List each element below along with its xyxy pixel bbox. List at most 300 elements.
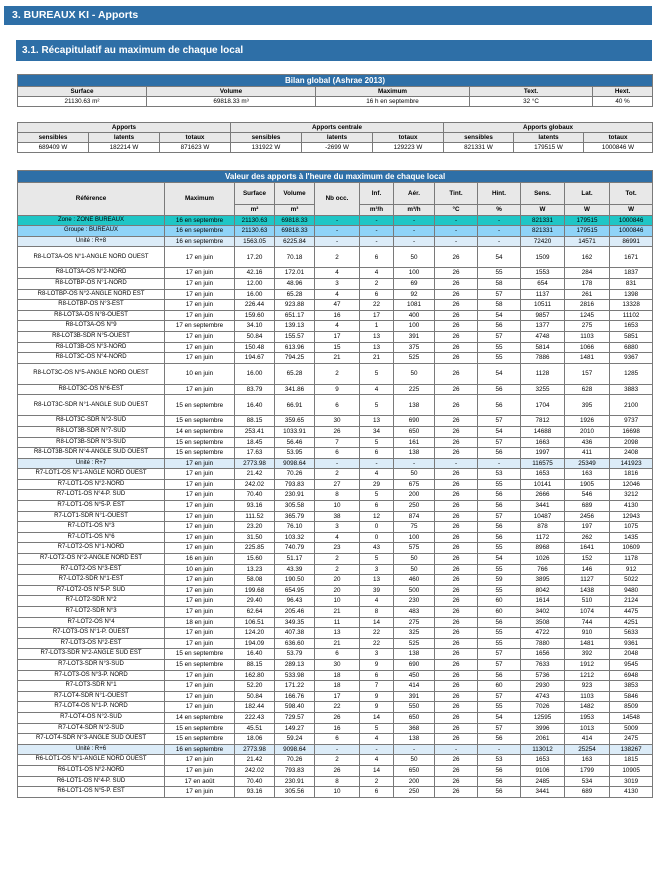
row-cell: 17 en juin (165, 532, 235, 543)
row-cell: 15 en septembre (165, 437, 235, 448)
row-cell: 16 en juin (165, 554, 235, 565)
row-cell: 613.96 (275, 342, 315, 353)
row-cell: 17 en juin (165, 607, 235, 618)
row-cell: 26 (435, 247, 478, 268)
table-row (18, 268, 653, 279)
row-cell: 59.24 (275, 734, 315, 745)
row-cell: 26 (435, 776, 478, 787)
row-cell: 17 en juin (165, 501, 235, 512)
row-cell: 54 (478, 247, 521, 268)
bilan-value-surface: 21130.63 m² (18, 97, 147, 107)
row-cell: 14 (360, 765, 394, 776)
row-cell: 166.76 (275, 691, 315, 702)
row-cell: 155.57 (275, 331, 315, 342)
row-cell: 18 (315, 670, 360, 681)
row-reference: R6-LOT1-OS N°2-NORD (18, 765, 165, 776)
row-cell: 13 (360, 331, 394, 342)
row-cell: 2408 (610, 448, 653, 459)
row-cell: 3853 (610, 681, 653, 692)
row-cell: 22 (360, 300, 394, 311)
row-cell: 2010 (565, 426, 610, 437)
row-cell: 21130.63 (235, 226, 275, 237)
row-cell: 66.91 (275, 395, 315, 416)
row-cell: 16 (315, 310, 360, 321)
row-cell: 1653 (610, 321, 653, 332)
row-cell: 17 en septembre (165, 321, 235, 332)
row-cell: 1553 (521, 268, 565, 279)
row-reference: R7-LOT1-OS N°3 (18, 522, 165, 533)
row-cell: 1704 (521, 395, 565, 416)
row-cell: 222.43 (235, 712, 275, 723)
row-cell: 194.09 (235, 638, 275, 649)
row-cell: 60 (478, 607, 521, 618)
row-cell: - (394, 215, 435, 226)
unit-tint: °C (435, 205, 478, 216)
row-cell: 7026 (521, 702, 565, 713)
row-cell: 11 (315, 617, 360, 628)
row-cell: 39 (360, 585, 394, 596)
row-cell: 15 (315, 342, 360, 353)
row-cell: 2475 (610, 734, 653, 745)
row-cell: 50.84 (235, 331, 275, 342)
row-cell: 275 (394, 617, 435, 628)
table-row (18, 585, 653, 596)
row-cell: 11102 (610, 310, 653, 321)
row-cell: 182.44 (235, 702, 275, 713)
row-cell: 20 (315, 585, 360, 596)
row-cell: 57 (478, 331, 521, 342)
row-cell: 29 (360, 479, 394, 490)
row-cell: 146 (565, 564, 610, 575)
row-cell: 1997 (521, 448, 565, 459)
apports-value: 182214 W (89, 143, 160, 153)
row-cell: 10487 (521, 511, 565, 522)
row-cell: 72420 (521, 236, 565, 247)
row-cell: 3441 (521, 787, 565, 798)
row-cell: 26 (435, 554, 478, 565)
row-cell: 510 (565, 596, 610, 607)
table-row (18, 723, 653, 734)
table-row (18, 744, 653, 755)
row-reference: R7-LOT4-OS N°2-SUD (18, 712, 165, 723)
apports-value: 131922 W (231, 143, 302, 153)
row-cell: 3019 (610, 776, 653, 787)
apports-group-header: Apports (18, 123, 231, 133)
row-cell: 2456 (565, 511, 610, 522)
row-cell: 1435 (610, 532, 653, 543)
row-cell: 391 (394, 691, 435, 702)
row-cell: 26 (435, 353, 478, 364)
row-cell: 17 en juin (165, 681, 235, 692)
row-cell: 69818.33 (275, 215, 315, 226)
row-cell: 23 (315, 543, 360, 554)
row-cell: 51.17 (275, 554, 315, 565)
row-cell: 6 (360, 501, 394, 512)
row-cell: 70.40 (235, 490, 275, 501)
row-cell: 152 (565, 554, 610, 565)
row-cell: 275 (565, 321, 610, 332)
bilan-title: Bilan global (Ashrae 2013) (18, 75, 653, 87)
row-cell: 436 (565, 437, 610, 448)
row-cell: 56 (478, 448, 521, 459)
row-cell: 26 (435, 416, 478, 427)
row-cell: 47 (315, 300, 360, 311)
row-cell: 1033.91 (275, 426, 315, 437)
row-cell: 10141 (521, 479, 565, 490)
row-cell: 4743 (521, 691, 565, 702)
row-cell: 651.17 (275, 310, 315, 321)
row-cell: 17 en juin (165, 479, 235, 490)
row-cell: 9 (360, 659, 394, 670)
row-cell: 76.10 (275, 522, 315, 533)
row-cell: 26 (435, 469, 478, 480)
row-cell: 4475 (610, 607, 653, 618)
row-cell: 162 (565, 247, 610, 268)
row-cell: 1127 (565, 575, 610, 586)
row-cell: 17 (315, 331, 360, 342)
row-cell: 50 (394, 755, 435, 766)
row-cell: 27 (315, 479, 360, 490)
row-cell: 1905 (565, 479, 610, 490)
row-cell: 14 en septembre (165, 426, 235, 437)
row-cell: 16698 (610, 426, 653, 437)
row-cell: - (315, 458, 360, 469)
row-cell: 15.60 (235, 554, 275, 565)
row-cell: 26 (435, 564, 478, 575)
row-cell: 250 (394, 787, 435, 798)
apports-summary-table (17, 122, 653, 153)
row-cell: 15 en septembre (165, 416, 235, 427)
table-row (18, 331, 653, 342)
row-cell: - (478, 215, 521, 226)
row-cell: 25254 (565, 744, 610, 755)
row-cell: 100 (394, 268, 435, 279)
row-cell: 21130.63 (235, 215, 275, 226)
row-cell: 43.39 (275, 564, 315, 575)
row-reference: Unité : R+7 (18, 458, 165, 469)
row-cell: 10 (315, 501, 360, 512)
row-cell: 13.23 (235, 564, 275, 575)
row-reference: R7-LOT2-OS N°3-EST (18, 564, 165, 575)
table-row (18, 342, 653, 353)
row-cell: 17 en juin (165, 765, 235, 776)
row-cell: 6 (360, 670, 394, 681)
row-cell: 6880 (610, 342, 653, 353)
row-cell: 230.91 (275, 490, 315, 501)
row-cell: 912 (610, 564, 653, 575)
row-cell: 1000846 (610, 226, 653, 237)
row-cell: 5 (360, 395, 394, 416)
unit-surface: m² (235, 205, 275, 216)
row-cell: 54 (478, 712, 521, 723)
col-header-sens: Sens. (521, 183, 565, 205)
row-cell: - (478, 226, 521, 237)
row-cell: 5851 (610, 331, 653, 342)
row-cell: 26 (435, 575, 478, 586)
row-cell: 2100 (610, 395, 653, 416)
apports-value: 129223 W (373, 143, 444, 153)
row-cell: 55 (478, 585, 521, 596)
row-cell: 55 (478, 479, 521, 490)
row-cell: 2930 (521, 681, 565, 692)
row-reference: R8-LOT3A-OS N°1-ANGLE NORD OUEST (18, 247, 165, 268)
table-row (18, 638, 653, 649)
row-cell: 26 (435, 300, 478, 311)
row-cell: 349.35 (275, 617, 315, 628)
row-cell: 55 (478, 543, 521, 554)
row-cell: 4 (360, 755, 394, 766)
row-cell: - (360, 215, 394, 226)
row-cell: 26 (435, 395, 478, 416)
row-cell: 6 (315, 395, 360, 416)
row-cell: 50 (394, 554, 435, 565)
row-cell: 1656 (521, 649, 565, 660)
row-cell: 17 en juin (165, 755, 235, 766)
row-cell: 57 (478, 511, 521, 522)
row-cell: 400 (394, 310, 435, 321)
row-cell: 3883 (610, 384, 653, 395)
row-cell: 199.68 (235, 585, 275, 596)
row-cell: 26 (315, 426, 360, 437)
row-cell: - (394, 236, 435, 247)
table-row (18, 363, 653, 384)
row-cell: 17 en juin (165, 490, 235, 501)
row-cell: 139.13 (275, 321, 315, 332)
row-cell: 4251 (610, 617, 653, 628)
row-cell: - (394, 744, 435, 755)
row-cell: 5 (360, 437, 394, 448)
col-header-tint: Tint. (435, 183, 478, 205)
row-cell: 500 (394, 585, 435, 596)
row-cell: 3 (315, 278, 360, 289)
row-reference: R7-LOT3-OS N°1-P. OUEST (18, 628, 165, 639)
row-cell: - (478, 236, 521, 247)
table-row (18, 659, 653, 670)
row-reference: R7-LOT1-OS N°5-P. EST (18, 501, 165, 512)
table-row (18, 278, 653, 289)
row-cell: - (315, 226, 360, 237)
row-cell: 10 (315, 596, 360, 607)
row-cell: 21 (360, 353, 394, 364)
row-cell: 93.16 (235, 787, 275, 798)
col-header-lat: Lat. (565, 183, 610, 205)
row-reference: Zone : ZONE BUREAUX (18, 215, 165, 226)
row-cell: - (315, 236, 360, 247)
row-cell: 16.40 (235, 395, 275, 416)
row-cell: 26 (435, 479, 478, 490)
row-cell: 60 (478, 596, 521, 607)
row-cell: 17 en juin (165, 670, 235, 681)
row-reference: R7-LOT3-OS N°3-P. NORD (18, 670, 165, 681)
row-reference: R8-LOT3B-SDR N°5-OUEST (18, 331, 165, 342)
table-row (18, 670, 653, 681)
row-cell: 4130 (610, 787, 653, 798)
row-cell: 26 (435, 670, 478, 681)
row-cell: 26 (435, 681, 478, 692)
table-row (18, 776, 653, 787)
row-cell: 55 (478, 342, 521, 353)
row-cell: 17 en juin (165, 628, 235, 639)
row-cell: 56 (478, 787, 521, 798)
row-cell: 1026 (521, 554, 565, 565)
row-cell: 26 (435, 755, 478, 766)
row-cell: 16 en septembre (165, 226, 235, 237)
row-cell: 23.20 (235, 522, 275, 533)
row-cell: 31.50 (235, 532, 275, 543)
row-reference: Unité : R+6 (18, 744, 165, 755)
row-cell: 15 en septembre (165, 448, 235, 459)
row-cell: 26 (435, 522, 478, 533)
row-cell: 831 (610, 278, 653, 289)
row-cell: 9 (360, 691, 394, 702)
row-cell: 4 (360, 469, 394, 480)
row-cell: 50 (394, 469, 435, 480)
row-cell: 57 (478, 659, 521, 670)
row-cell: 86991 (610, 236, 653, 247)
col-header-nb-occ: Nb occ. (315, 183, 360, 216)
row-cell: 157 (565, 363, 610, 384)
row-cell: 22 (360, 638, 394, 649)
row-cell: 1653 (521, 469, 565, 480)
bilan-global-table (17, 74, 653, 107)
row-cell: 628 (565, 384, 610, 395)
row-cell: 4 (360, 384, 394, 395)
table-row (18, 395, 653, 416)
table-row (18, 511, 653, 522)
table-row (18, 787, 653, 798)
unit-tot: W (610, 205, 653, 216)
row-cell: 9098.64 (275, 744, 315, 755)
unit-lat: W (565, 205, 610, 216)
row-cell: - (435, 744, 478, 755)
row-reference: Unité : R+8 (18, 236, 165, 247)
row-cell: 21 (315, 607, 360, 618)
row-cell: 138 (394, 649, 435, 660)
row-cell: 50 (394, 564, 435, 575)
row-cell: 18.45 (235, 437, 275, 448)
row-reference: R7-LOT2-OS N°1-NORD (18, 543, 165, 554)
row-cell: 26 (435, 448, 478, 459)
row-cell: 106.51 (235, 617, 275, 628)
row-cell: 43 (360, 543, 394, 554)
row-reference: R8-LOTBP-OS N°3-EST (18, 300, 165, 311)
row-cell: 1837 (610, 268, 653, 279)
row-cell: 172.01 (275, 268, 315, 279)
bilan-value-maximum: 16 h en septembre (316, 97, 470, 107)
row-cell: 1482 (565, 702, 610, 713)
row-reference: R7-LOT1-OS N°6 (18, 532, 165, 543)
table-row (18, 543, 653, 554)
row-cell: 14688 (521, 426, 565, 437)
row-cell: 1074 (565, 607, 610, 618)
row-cell: 10 en juin (165, 363, 235, 384)
row-cell: 1178 (610, 554, 653, 565)
row-cell: 1137 (521, 289, 565, 300)
row-cell: 289.13 (275, 659, 315, 670)
row-cell: 375 (394, 342, 435, 353)
row-cell: 654.95 (275, 585, 315, 596)
row-cell: 6 (360, 247, 394, 268)
row-cell: 54 (478, 310, 521, 321)
row-cell: 56 (478, 522, 521, 533)
row-cell: 21.42 (235, 755, 275, 766)
row-cell: 93.16 (235, 501, 275, 512)
row-cell: 17 (360, 310, 394, 321)
table-row (18, 596, 653, 607)
row-cell: 7633 (521, 659, 565, 670)
row-cell: 1103 (565, 691, 610, 702)
row-cell: 3212 (610, 490, 653, 501)
row-cell: 407.38 (275, 628, 315, 639)
row-cell: 57 (478, 289, 521, 300)
row-cell: 29.40 (235, 596, 275, 607)
row-cell: 7880 (521, 638, 565, 649)
row-cell: 53 (478, 469, 521, 480)
row-cell: 598.40 (275, 702, 315, 713)
row-cell: 1563.05 (235, 236, 275, 247)
section-title: 3. BUREAUX KI - Apports (4, 6, 652, 25)
row-cell: 17 en juin (165, 575, 235, 586)
row-cell: 150.48 (235, 342, 275, 353)
row-cell: 3402 (521, 607, 565, 618)
row-cell: 26 (435, 607, 478, 618)
row-cell: 53.79 (275, 649, 315, 660)
row-cell: 17 en juin (165, 585, 235, 596)
row-cell: 923 (565, 681, 610, 692)
row-cell: 58 (478, 278, 521, 289)
row-cell: 744 (565, 617, 610, 628)
row-cell: 26 (435, 617, 478, 628)
row-cell: 56.46 (275, 437, 315, 448)
row-cell: 52.20 (235, 681, 275, 692)
row-cell: 48.96 (275, 278, 315, 289)
row-cell: 54 (478, 426, 521, 437)
row-cell: 55 (478, 638, 521, 649)
row-cell: 26 (435, 532, 478, 543)
row-cell: 4 (315, 268, 360, 279)
row-cell: 729.57 (275, 712, 315, 723)
table-row (18, 300, 653, 311)
row-cell: 654 (521, 278, 565, 289)
table-row (18, 416, 653, 427)
row-cell: 7812 (521, 416, 565, 427)
row-cell: 17 en juin (165, 300, 235, 311)
row-cell: 12 (360, 511, 394, 522)
row-reference: R8-LOT3C-OS N°6-EST (18, 384, 165, 395)
row-cell: 14 en septembre (165, 712, 235, 723)
table-row (18, 469, 653, 480)
row-cell: 56 (478, 501, 521, 512)
row-cell: - (394, 458, 435, 469)
table-row (18, 479, 653, 490)
row-cell: 70.18 (275, 247, 315, 268)
row-cell: 65.28 (275, 363, 315, 384)
col-header-inf: Inf. (360, 183, 394, 205)
row-cell: 65.28 (275, 289, 315, 300)
row-cell: 1481 (565, 353, 610, 364)
apports-subheader: latents (89, 133, 160, 143)
row-cell: 55 (478, 268, 521, 279)
apports-value: 689409 W (18, 143, 89, 153)
row-cell: 16 en septembre (165, 236, 235, 247)
table-row (18, 734, 653, 745)
row-cell: 17 en juin (165, 511, 235, 522)
row-cell: 116575 (521, 458, 565, 469)
row-cell: 55 (478, 564, 521, 575)
row-cell: 2 (315, 564, 360, 575)
row-cell: 56 (478, 490, 521, 501)
row-cell: 1663 (521, 437, 565, 448)
